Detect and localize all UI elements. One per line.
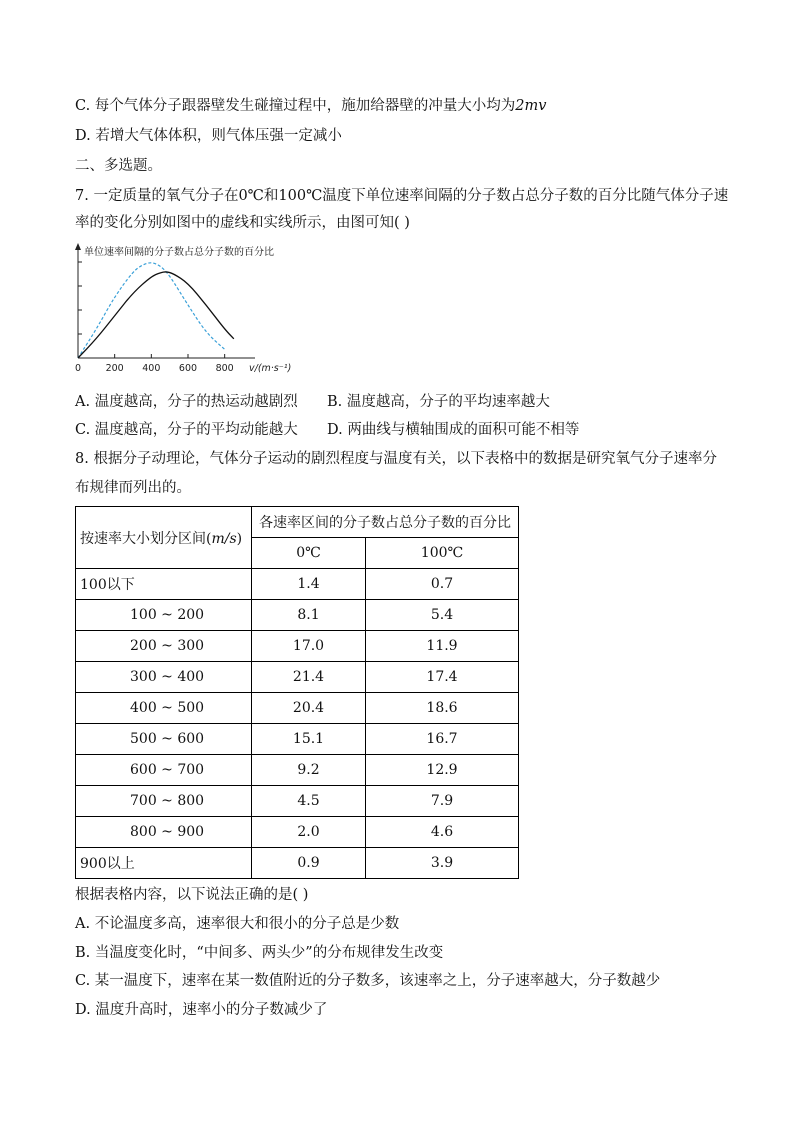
table-row <box>76 693 519 724</box>
table-header-row <box>76 507 519 538</box>
option-c-previous <box>75 96 546 116</box>
range-cell: 900以上 <box>76 848 252 879</box>
table-row <box>76 569 519 600</box>
q8-question: 根据表格内容，以下说法正确的是( ) <box>75 887 309 903</box>
x-tick-label: 800 <box>215 363 234 374</box>
q7-stem-line2: 率的变化分别如图中的虚线和实线所示，由图可知( ) <box>75 215 410 231</box>
x-tick-label: 0 <box>74 363 82 374</box>
q7-stem-line1: 7. 一定质量的氧气分子在0℃和100℃温度下单位速率间隔的分子数占总分子数的百分比随气体分子速 <box>75 188 729 204</box>
table-row <box>76 631 519 662</box>
header-0c: 0℃ <box>252 538 366 569</box>
value-100c-cell: 17.4 <box>366 662 519 693</box>
value-0c-cell: 15.1 <box>252 724 366 755</box>
x-tick-label: 600 <box>178 363 198 374</box>
value-0c-cell: 9.2 <box>252 755 366 786</box>
value-100c-cell: 12.9 <box>366 755 519 786</box>
range-cell: 300 ~ 400 <box>76 662 252 693</box>
speed-distribution-table <box>75 506 519 879</box>
value-0c-cell: 2.0 <box>252 817 366 848</box>
range-cell: 700 ~ 800 <box>76 786 252 817</box>
speed-distribution-chart <box>70 240 310 380</box>
y-axis-arrow <box>75 243 81 250</box>
value-0c-cell: 8.1 <box>252 600 366 631</box>
x-tick-label: 400 <box>142 363 161 374</box>
q7-option-b: B. 温度越高，分子的平均速率越大 <box>327 394 550 410</box>
header-percentage: 各速率区间的分子数占总分子数的百分比 <box>252 507 519 538</box>
series-100c-solid <box>78 272 234 358</box>
header-speed-range-text: 按速率大小划分区间( <box>80 530 212 547</box>
value-0c-cell: 0.9 <box>252 848 366 879</box>
value-100c-cell: 11.9 <box>366 631 519 662</box>
q8-option-c: C. 某一温度下，速率在某一数值附近的分子数多，该速率之上，分子速率越大，分子数越少 <box>75 973 661 989</box>
value-100c-cell: 3.9 <box>366 848 519 879</box>
q8-stem-line1: 8. 根据分子动理论，气体分子运动的剧烈程度与温度有关，以下表格中的数据是研究氧气分子速率分 <box>75 451 717 467</box>
chart-y-title: 单位速率间隔的分子数占总分子数的百分比 <box>84 247 274 258</box>
value-0c-cell: 17.0 <box>252 631 366 662</box>
table-row <box>76 724 519 755</box>
table-row <box>76 600 519 631</box>
value-100c-cell: 5.4 <box>366 600 519 631</box>
range-cell: 800 ~ 900 <box>76 817 252 848</box>
q7-option-a: A. 温度越高，分子的热运动越剧烈 <box>75 394 298 410</box>
table-row <box>76 848 519 879</box>
option-d-previous: D. 若增大气体体积，则气体压强一定减小 <box>75 128 342 144</box>
range-cell: 400 ~ 500 <box>76 693 252 724</box>
value-100c-cell: 0.7 <box>366 569 519 600</box>
table-row <box>76 755 519 786</box>
q8-option-b: B. 当温度变化时，“中间多、两头少”的分布规律发生改变 <box>75 945 444 961</box>
range-cell: 100 ~ 200 <box>76 600 252 631</box>
table-row <box>76 786 519 817</box>
section-heading: 二、多选题。 <box>75 158 162 174</box>
x-axis-label: v/(m·s⁻¹) <box>249 363 292 374</box>
value-0c-cell: 20.4 <box>252 693 366 724</box>
value-0c-cell: 1.4 <box>252 569 366 600</box>
range-cell: 500 ~ 600 <box>76 724 252 755</box>
impulse-expression: 2mv <box>515 98 547 114</box>
value-0c-cell: 4.5 <box>252 786 366 817</box>
range-cell: 600 ~ 700 <box>76 755 252 786</box>
q8-option-a: A. 不论温度多高，速率很大和很小的分子总是少数 <box>75 916 400 932</box>
table-row <box>76 817 519 848</box>
header-speed-range <box>76 507 252 569</box>
table-row <box>76 662 519 693</box>
value-100c-cell: 7.9 <box>366 786 519 817</box>
q8-stem-line2: 布规律而列出的。 <box>75 480 191 496</box>
range-cell: 100以下 <box>76 569 252 600</box>
value-0c-cell: 21.4 <box>252 662 366 693</box>
header-100c: 100℃ <box>366 538 519 569</box>
header-speed-unit: m/s <box>211 530 237 547</box>
value-100c-cell: 16.7 <box>366 724 519 755</box>
q7-option-c: C. 温度越高，分子的平均动能越大 <box>75 422 298 438</box>
q8-option-d: D. 温度升高时，速率小的分子数减少了 <box>75 1002 328 1018</box>
option-c-text: C. 每个气体分子跟器壁发生碰撞过程中，施加给器壁的冲量大小均为 <box>75 98 516 114</box>
header-speed-range-close: ) <box>236 530 243 547</box>
range-cell: 200 ~ 300 <box>76 631 252 662</box>
q7-option-d: D. 两曲线与横轴围成的面积可能不相等 <box>327 422 580 438</box>
value-100c-cell: 4.6 <box>366 817 519 848</box>
value-100c-cell: 18.6 <box>366 693 519 724</box>
x-tick-label: 200 <box>105 363 124 374</box>
